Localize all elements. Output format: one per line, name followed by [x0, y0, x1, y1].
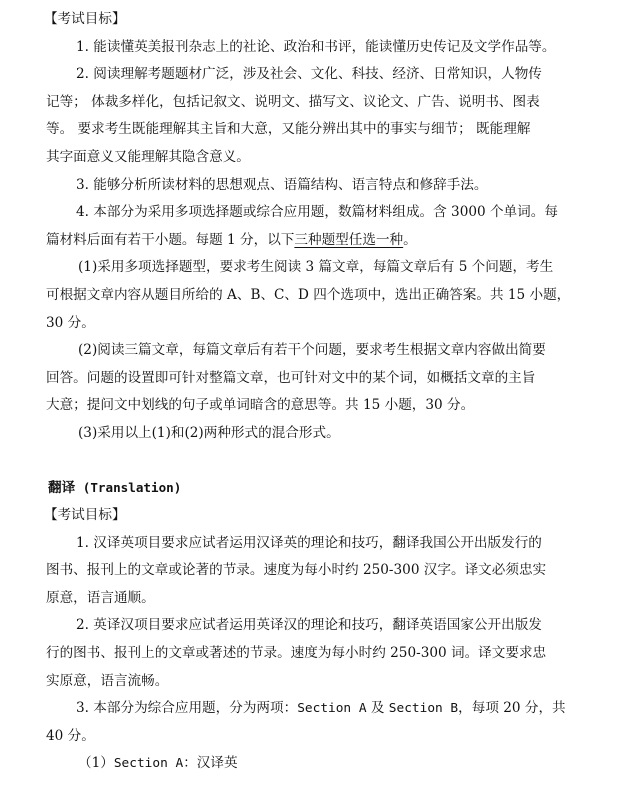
- paragraph-translation-3-line-2: 40 分。: [46, 727, 95, 744]
- paragraph-type-1-line-3: 30 分。: [46, 314, 95, 331]
- paragraph-translation-2-line-1: 2. 英译汉项目要求应试者运用英译汉的理论和技巧，翻译英语国家公开出版发: [76, 617, 542, 634]
- text-run: 3. 本部分为综合应用题，分为两项：: [76, 700, 298, 717]
- section-b-label: Section B: [388, 701, 459, 717]
- paragraph-translation-1-line-3: 原意，语言通顺。: [46, 589, 155, 606]
- paragraph-goal-2-line-1: 2. 阅读理解考题题材广泛，涉及社会、文化、科技、经济、日常知识，人物传: [76, 66, 542, 83]
- paragraph-type-2-line-3: 大意；提问文中划线的句子或单词暗含的意思等。共 15 小题，30 分。: [46, 397, 475, 414]
- text-run: （1）: [78, 755, 114, 772]
- paragraph-type-3: (3)采用以上(1)和(2)两种形式的混合形式。: [78, 424, 340, 441]
- paragraph-type-1-line-2: 可根据文章内容从题目所给的 A、B、C、D 四个选项中，选出正确答案。共 15 小题，: [46, 286, 571, 303]
- paragraph-goal-3: 3. 能够分析所读材料的思想观点、语篇结构、语言特点和修辞手法。: [76, 176, 488, 193]
- section-a-label: Section A: [297, 701, 367, 717]
- text-run: 篇材料后面有若干小题。每题 1 分，以下: [46, 231, 295, 248]
- paragraph-translation-3-line-1: [46, 695, 571, 723]
- paragraph-goal-2-line-2: 记等； 体裁多样化，包括记叙文、说明文、描写文、议论文、广告、说明书、图表: [46, 93, 540, 110]
- paragraph-goal-4-line-1: 4. 本部分为采用多项选择题或综合应用题，数篇材料组成。含 3000 个单词。每: [76, 204, 558, 221]
- section-a-label-2: Section A: [113, 756, 184, 772]
- text-run: 及: [366, 700, 389, 717]
- paragraph-translation-2-line-3: 实原意，语言流畅。: [46, 672, 169, 689]
- text-run: ，每项 20 分，共: [458, 700, 566, 717]
- paragraph-goal-2-line-3: 等。 要求考生既能理解其主旨和大意，又能分辨出其中的事实与细节； 既能理解: [46, 121, 531, 138]
- paragraph-goal-2-line-4: 其字面意义又能理解其隐含意义。: [46, 148, 250, 165]
- section-heading-translation: [48, 474, 571, 503]
- paragraph-goal-4-line-2: [46, 227, 571, 255]
- paragraph-goal-1: 1. 能读懂英美报刊杂志上的社论、政治和书评，能读懂历史传记及文学作品等。: [76, 38, 556, 55]
- paragraph-translation-1-line-2: 图书、报刊上的文章或论著的节录。速度为每小时约 250-300 汉字。译文必须忠实: [46, 562, 547, 579]
- underlined-text: 三种题型任选一种: [294, 231, 404, 248]
- paragraph-translation-2-line-2: 行的图书、报刊上的文章或著述的节录。速度为每小时约 250-300 词。译文要求忠: [46, 645, 547, 662]
- heading-en: (Translation): [75, 479, 182, 495]
- section-title-exam-goals-2: 【考试目标】: [44, 507, 126, 524]
- text-run: ：汉译英: [183, 755, 238, 772]
- paragraph-section-a: [46, 750, 571, 778]
- paragraph-type-2-line-2: 回答。问题的设置即可针对整篇文章，也可针对文中的某个词，如概括文章的主旨: [46, 369, 536, 386]
- paragraph-translation-1-line-1: 1. 汉译英项目要求应试者运用汉译英的理论和技巧，翻译我国公开出版发行的: [76, 534, 542, 551]
- section-title-exam-goals: 【考试目标】: [44, 11, 126, 27]
- text-run: 。: [403, 231, 417, 248]
- heading-cn: 翻译: [48, 479, 76, 496]
- paragraph-type-1-line-1: (1)采用多项选择题型，要求考生阅读 3 篇文章，每篇文章后有 5 个问题，考生: [78, 259, 554, 276]
- paragraph-type-2-line-1: (2)阅读三篇文章，每篇文章后有若干个问题，要求考生根据文章内容做出简要: [78, 342, 546, 359]
- section-gap: [46, 448, 571, 474]
